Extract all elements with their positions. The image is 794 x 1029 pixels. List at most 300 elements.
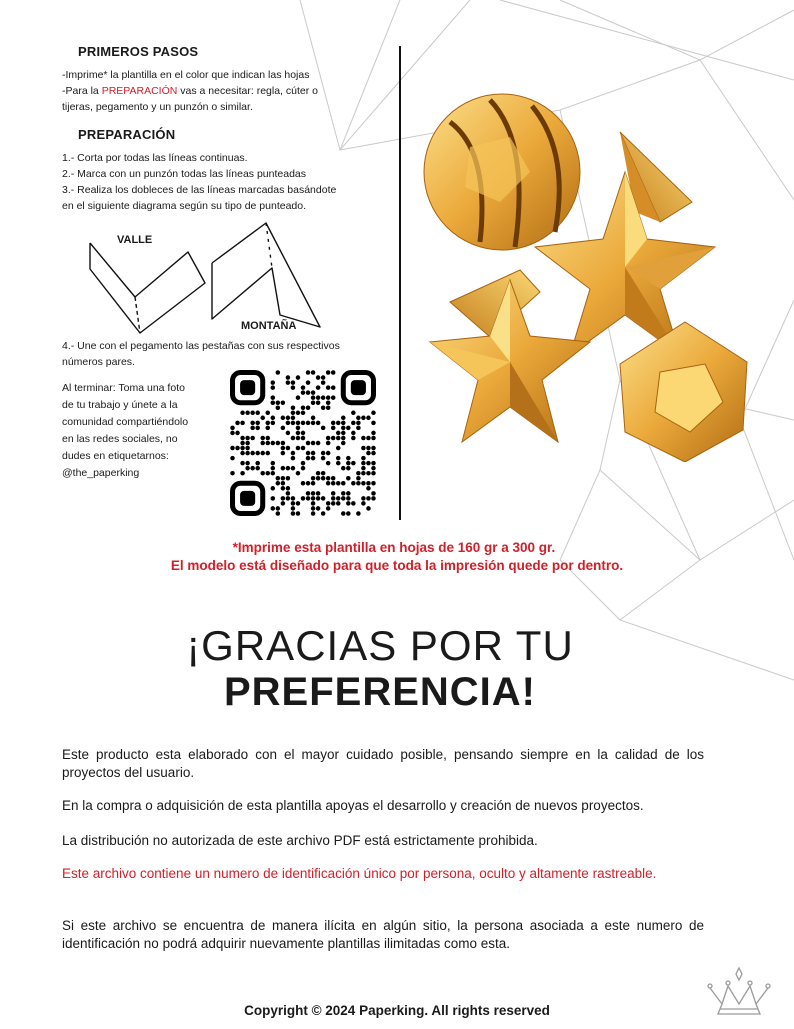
qr-module <box>316 491 321 496</box>
qr-module <box>260 471 265 476</box>
qr-module <box>296 511 301 516</box>
al-terminar-line: de tu trabajo y únete a la <box>62 399 178 411</box>
montana-fold-shape <box>212 223 320 327</box>
qr-module <box>296 436 301 441</box>
valle-fold-shape <box>90 243 205 333</box>
qr-module <box>291 511 296 516</box>
qr-module <box>306 456 311 461</box>
qr-module <box>260 416 265 421</box>
qr-module <box>356 511 361 516</box>
qr-module <box>281 486 286 491</box>
qr-module <box>271 486 276 491</box>
qr-module <box>311 506 316 511</box>
qr-module <box>311 400 316 405</box>
qr-module <box>336 496 341 501</box>
qr-module <box>250 466 255 471</box>
qr-module <box>291 421 296 426</box>
paragraph-quality: Este producto esta elaborado con el mayor cuidado posible, pensando siempre en la calidad de los proyectos del usuario. <box>62 747 704 780</box>
qr-module <box>286 486 291 491</box>
qr-module <box>341 421 346 426</box>
qr-module <box>341 511 346 516</box>
qr-module <box>341 431 346 436</box>
qr-module <box>240 446 245 451</box>
al-terminar-text <box>62 380 214 482</box>
qr-module <box>306 496 311 501</box>
qr-module <box>291 436 296 441</box>
qr-module <box>326 481 331 486</box>
copyright-footer: Copyright © 2024 Paperking. All rights reserved <box>244 1003 550 1018</box>
qr-module <box>265 426 270 431</box>
qr-module <box>306 380 311 385</box>
instagram-handle: @the_paperking <box>62 467 140 479</box>
qr-module <box>286 421 291 426</box>
qr-module <box>276 441 281 446</box>
paragraph-distribution: La distribución no autorizada de este archivo PDF está estrictamente prohibida. <box>62 833 538 848</box>
qr-module <box>276 370 281 375</box>
qr-module <box>366 471 371 476</box>
qr-code[interactable] <box>230 370 376 516</box>
step-3a: 3.- Realiza los dobleces de las líneas marcadas basándote <box>62 184 337 196</box>
paragraph-support: En la compra o adquisición de esta plantilla apoyas el desarrollo y creación de nuevos proyectos. <box>62 798 644 813</box>
qr-module <box>371 461 376 466</box>
qr-module <box>296 471 301 476</box>
qr-module <box>371 471 376 476</box>
qr-module <box>296 501 301 506</box>
qr-module <box>281 451 286 456</box>
qr-module <box>276 400 281 405</box>
step-1: 1.- Corta por todas las líneas continuas. <box>62 152 248 164</box>
qr-module <box>245 436 250 441</box>
qr-module <box>286 380 291 385</box>
qr-module <box>356 476 361 481</box>
paragraph-illicit: Si este archivo se encuentra de manera ilícita en algún sitio, la persona asociada a este numero de identificación no podrá adquirir nuevamente plantillas ilimitadas como esta. <box>62 918 704 951</box>
qr-module <box>271 441 276 446</box>
qr-module <box>326 395 331 400</box>
qr-module <box>356 426 361 431</box>
qr-module <box>240 441 245 446</box>
preparacion-steps <box>62 150 392 214</box>
qr-module <box>366 461 371 466</box>
qr-module <box>336 501 341 506</box>
qr-module <box>301 411 306 416</box>
qr-module <box>306 370 311 375</box>
qr-module <box>316 400 321 405</box>
qr-module <box>316 471 321 476</box>
qr-module <box>301 496 306 501</box>
qr-finder-center <box>351 380 366 395</box>
qr-module <box>311 496 316 501</box>
qr-module <box>356 416 361 421</box>
qr-module <box>255 451 260 456</box>
qr-module <box>361 461 366 466</box>
qr-module <box>346 456 351 461</box>
qr-module <box>341 426 346 431</box>
qr-module <box>316 441 321 446</box>
qr-module <box>281 496 286 501</box>
qr-module <box>346 461 351 466</box>
preparacion-highlight: PREPARACIÓN <box>101 85 178 97</box>
qr-module <box>245 466 250 471</box>
qr-module <box>371 411 376 416</box>
qr-module <box>230 426 235 431</box>
qr-module <box>265 421 270 426</box>
qr-module <box>240 436 245 441</box>
qr-module <box>291 380 296 385</box>
qr-module <box>306 451 311 456</box>
qr-module <box>311 441 316 446</box>
qr-module <box>366 436 371 441</box>
qr-module <box>281 466 286 471</box>
qr-module <box>351 431 356 436</box>
step-4a: 4.- Une con el pegamento las pestañas con sus respectivos <box>62 340 340 352</box>
al-terminar-line: en las redes sociales, no <box>62 433 178 445</box>
qr-module <box>321 375 326 380</box>
qr-module <box>265 471 270 476</box>
qr-module <box>331 426 336 431</box>
qr-module <box>361 436 366 441</box>
qr-module <box>341 491 346 496</box>
qr-module <box>301 436 306 441</box>
qr-module <box>326 461 331 466</box>
qr-module <box>250 426 255 431</box>
qr-module <box>316 421 321 426</box>
qr-module <box>361 471 366 476</box>
qr-module <box>371 496 376 501</box>
qr-module <box>321 395 326 400</box>
qr-module <box>296 426 301 431</box>
qr-module <box>301 385 306 390</box>
qr-module <box>361 456 366 461</box>
qr-module <box>281 441 286 446</box>
qr-module <box>291 385 296 390</box>
qr-module <box>260 436 265 441</box>
qr-module <box>351 411 356 416</box>
qr-module <box>291 416 296 421</box>
qr-module <box>326 405 331 410</box>
qr-module <box>346 491 351 496</box>
qr-module <box>346 501 351 506</box>
primeros-pasos-line-1: -Imprime* la plantilla en el color que indican las hojas <box>62 69 310 81</box>
qr-module <box>366 451 371 456</box>
qr-module <box>326 385 331 390</box>
qr-module <box>331 370 336 375</box>
qr-module <box>336 461 341 466</box>
qr-module <box>331 395 336 400</box>
qr-module <box>250 411 255 416</box>
qr-module <box>281 481 286 486</box>
qr-module <box>366 496 371 501</box>
qr-finder-center <box>240 491 255 506</box>
qr-module <box>255 466 260 471</box>
qr-module <box>311 476 316 481</box>
qr-module <box>296 395 301 400</box>
qr-module <box>291 451 296 456</box>
qr-module <box>271 385 276 390</box>
qr-module <box>336 421 341 426</box>
qr-module <box>326 506 331 511</box>
qr-module <box>250 451 255 456</box>
qr-module <box>321 471 326 476</box>
qr-module <box>276 405 281 410</box>
qr-module <box>351 461 356 466</box>
qr-module <box>301 421 306 426</box>
gold-ball-ornament <box>424 94 580 250</box>
gold-ornaments-image <box>420 92 760 462</box>
qr-module <box>271 416 276 421</box>
qr-module <box>301 446 306 451</box>
print-notice-line-2: El modelo está diseñado para que toda la impresión quede por dentro. <box>170 558 624 573</box>
qr-module <box>341 466 346 471</box>
qr-module <box>361 416 366 421</box>
qr-module <box>301 481 306 486</box>
qr-module <box>230 471 235 476</box>
qr-module <box>230 431 235 436</box>
qr-module <box>366 506 371 511</box>
qr-module <box>230 446 235 451</box>
qr-module <box>286 431 291 436</box>
qr-module <box>245 446 250 451</box>
qr-module <box>286 476 291 481</box>
qr-module <box>331 496 336 501</box>
qr-module <box>291 405 296 410</box>
primeros-pasos-body <box>62 67 392 115</box>
qr-module <box>361 446 366 451</box>
qr-module <box>326 436 331 441</box>
qr-module <box>301 466 306 471</box>
step-2: 2.- Marca con un punzón todas las líneas punteadas <box>62 168 306 180</box>
qr-module <box>265 441 270 446</box>
qr-module <box>306 491 311 496</box>
qr-module <box>346 496 351 501</box>
step-3b: en el siguiente diagrama según su tipo de punteado. <box>62 200 307 212</box>
qr-module <box>271 471 276 476</box>
qr-module <box>356 421 361 426</box>
qr-module <box>326 501 331 506</box>
print-notice-line-1: *Imprime esta plantilla en hojas de 160 gr a 300 gr. <box>232 540 556 555</box>
qr-module <box>341 436 346 441</box>
qr-module <box>240 411 245 416</box>
qr-module <box>255 461 260 466</box>
qr-module <box>341 416 346 421</box>
vertical-divider <box>399 46 401 520</box>
qr-module <box>255 411 260 416</box>
qr-module <box>296 431 301 436</box>
qr-module <box>311 416 316 421</box>
qr-module <box>321 511 326 516</box>
qr-module <box>271 461 276 466</box>
step-4b: números pares. <box>62 356 135 368</box>
qr-module <box>351 481 356 486</box>
qr-module <box>311 390 316 395</box>
qr-module <box>286 416 291 421</box>
qr-module <box>326 370 331 375</box>
qr-module <box>240 421 245 426</box>
qr-module <box>281 416 286 421</box>
qr-module <box>331 481 336 486</box>
qr-module <box>245 451 250 456</box>
qr-module <box>366 446 371 451</box>
qr-module <box>316 375 321 380</box>
qr-module <box>271 421 276 426</box>
preparacion-title: PREPARACIÓN <box>78 127 176 142</box>
qr-module <box>271 400 276 405</box>
qr-module <box>255 421 260 426</box>
qr-module <box>296 421 301 426</box>
qr-module <box>371 436 376 441</box>
qr-module <box>321 451 326 456</box>
qr-module <box>281 426 286 431</box>
qr-module <box>311 511 316 516</box>
qr-module <box>321 380 326 385</box>
qr-module <box>361 481 366 486</box>
qr-module <box>301 431 306 436</box>
qr-module <box>331 476 336 481</box>
qr-module <box>326 400 331 405</box>
qr-module <box>286 375 291 380</box>
qr-module <box>311 421 316 426</box>
qr-module <box>291 456 296 461</box>
qr-module <box>271 506 276 511</box>
step-4 <box>62 338 392 370</box>
primeros-pasos-line-3: tijeras, pegamento y un punzón o similar. <box>62 101 253 113</box>
qr-module <box>271 395 276 400</box>
qr-module <box>240 471 245 476</box>
qr-module <box>271 380 276 385</box>
qr-module <box>341 496 346 501</box>
qr-module <box>346 476 351 481</box>
qr-module <box>326 476 331 481</box>
qr-module <box>361 496 366 501</box>
qr-module <box>296 446 301 451</box>
qr-module <box>296 375 301 380</box>
qr-module <box>366 416 371 421</box>
qr-module <box>271 496 276 501</box>
qr-module <box>316 506 321 511</box>
qr-module <box>341 481 346 486</box>
qr-module <box>250 436 255 441</box>
thanks-heading-line-2: PREFERENCIA! <box>223 670 537 714</box>
qr-module <box>326 441 331 446</box>
qr-module <box>276 476 281 481</box>
qr-module <box>311 491 316 496</box>
al-terminar-line: dudes en etiquetarnos: <box>62 450 169 462</box>
qr-module <box>245 441 250 446</box>
primeros-pasos-title: PRIMEROS PASOS <box>78 44 199 59</box>
montana-label: MONTAÑA <box>241 320 297 332</box>
qr-module <box>316 496 321 501</box>
qr-module <box>331 436 336 441</box>
qr-module <box>331 501 336 506</box>
qr-module <box>336 456 341 461</box>
qr-module <box>271 466 276 471</box>
qr-module <box>321 426 326 431</box>
qr-module <box>331 421 336 426</box>
qr-module <box>291 411 296 416</box>
primeros-pasos-line-2: -Para la PREPARACIÓN vas a necesitar: regla, cúter o <box>62 85 318 97</box>
qr-module <box>291 506 296 511</box>
qr-module <box>240 461 245 466</box>
qr-module <box>321 476 326 481</box>
paragraph-identification: Este archivo contiene un numero de identificación único por persona, oculto y altamente rastreable. <box>62 866 657 881</box>
qr-module <box>281 501 286 506</box>
qr-module <box>311 451 316 456</box>
qr-module <box>306 390 311 395</box>
qr-module <box>311 501 316 506</box>
qr-module <box>265 411 270 416</box>
qr-module <box>240 451 245 456</box>
qr-module <box>291 501 296 506</box>
qr-module <box>321 496 326 501</box>
qr-module <box>371 466 376 471</box>
qr-module <box>306 405 311 410</box>
qr-module <box>371 446 376 451</box>
qr-module <box>291 496 296 501</box>
qr-module <box>331 491 336 496</box>
al-terminar-line: comunidad compartiéndolo <box>62 416 189 428</box>
qr-module <box>351 501 356 506</box>
qr-module <box>361 466 366 471</box>
qr-module <box>306 481 311 486</box>
qr-module <box>286 466 291 471</box>
qr-module <box>230 456 235 461</box>
qr-module <box>301 461 306 466</box>
qr-module <box>356 471 361 476</box>
qr-module <box>321 405 326 410</box>
valle-label: VALLE <box>117 234 153 246</box>
qr-module <box>235 431 240 436</box>
qr-module <box>371 481 376 486</box>
qr-module <box>371 431 376 436</box>
qr-module <box>366 481 371 486</box>
gold-dodecahedron-ornament <box>620 322 747 462</box>
qr-module <box>235 446 240 451</box>
qr-module <box>366 486 371 491</box>
qr-module <box>260 441 265 446</box>
qr-module <box>336 436 341 441</box>
qr-module <box>311 456 316 461</box>
qr-module <box>311 395 316 400</box>
qr-module <box>276 481 281 486</box>
qr-module <box>336 446 341 451</box>
qr-module <box>371 491 376 496</box>
qr-module <box>260 451 265 456</box>
qr-module <box>371 421 376 426</box>
qr-module <box>311 481 316 486</box>
qr-module <box>281 476 286 481</box>
al-terminar-line: Al terminar: Toma una foto <box>62 382 185 394</box>
qr-module <box>316 395 321 400</box>
qr-module <box>351 421 356 426</box>
qr-module <box>250 421 255 426</box>
qr-module <box>326 451 331 456</box>
qr-module <box>296 411 301 416</box>
qr-module <box>301 390 306 395</box>
qr-module <box>265 436 270 441</box>
qr-module <box>346 466 351 471</box>
qr-module <box>346 426 351 431</box>
qr-module <box>276 506 281 511</box>
qr-module <box>306 421 311 426</box>
qr-module <box>245 461 250 466</box>
qr-module <box>286 496 291 501</box>
crown-logo-icon <box>706 966 772 1018</box>
qr-module <box>331 385 336 390</box>
qr-module <box>291 466 296 471</box>
qr-module <box>336 431 341 436</box>
qr-module <box>265 451 270 456</box>
qr-module <box>281 446 286 451</box>
qr-module <box>321 456 326 461</box>
